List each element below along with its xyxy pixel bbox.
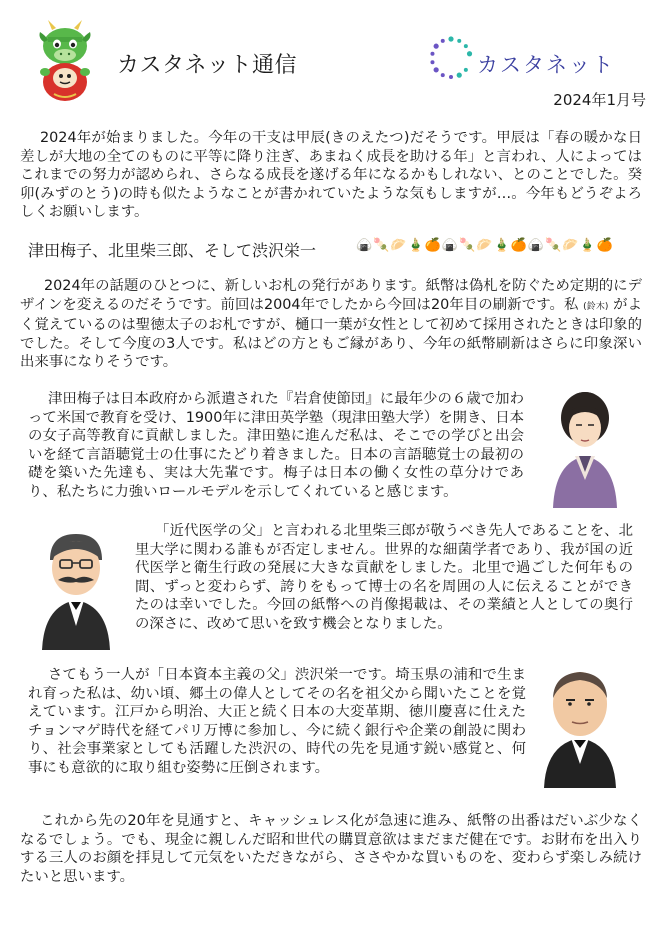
logo-dot [434,44,439,49]
logo-dot [457,39,461,43]
intro-paragraph: 2024年が始まりました。今年の干支は甲辰(きのえたつ)だそうです。甲辰は「春の暖かな日差しが大地の全てのものに平等に降り注ぎ、あまねく成長を助ける年」と言われ、人によってはこれまでの努力が認められ、さらなる成長を遂げる年になるかもしれない、とのことでした。癸卯(みずのとう)の時も似たようなことが書かれていたような気もしますが…。今年もどうぞよろしくお願いします。 [20,130,642,221]
logo-dot [457,73,462,78]
dragon-daruma-icon [34,20,96,102]
closing-paragraph: これから先の20年を見通すと、キャッシュレス化が急速に進み、紙幣の出番はだいぶ少なくなるでしょう。でも、現金に親しんだ昭和世代の購買意欲はまだまだ健在です。お財布を出入りする三人のお顔を拝見して元気をいただきながら、ささやかな買いものを、変わらず楽しみ続けたいと思います。 [20,813,642,885]
logo-dot [448,36,453,41]
logo-dot [441,73,445,77]
issue-date: 2024年1月号 [553,91,646,109]
newsletter-title: カスタネット通信 [117,53,298,78]
logo-dot [430,60,434,64]
tsuda-umeko-portrait-icon [549,388,621,508]
section-heading: 津田梅子、北里柴三郎、そして渋沢栄一 [28,241,317,260]
banknote-text-b: がよく覚えているのは聖徳太子のお札ですが、樋口一葉が女性として初めて採用されたときは印象的でした。そして今度の3人です。私はどの方ともご縁があり、今年の紙幣刷新はさらに印象深い出来事になりそうです。 [20,296,642,371]
logo-dot [467,51,472,56]
brand-name: カスタネット [477,53,615,77]
logo-dot [464,68,468,72]
kitasato-shibasaburo-portrait-icon [36,530,116,650]
kitasato-paragraph: 「近代医学の父」と言われる北里柴三郎が敬うべき先人であることを、北里大学に関わる誰もが否定しません。世界的な細菌学者であり、我が国の近代医学と衛生行政の発展に大きな貢献をしました。北里で過ごした何年もの間、ずっと変わらず、誇りをもって博士の名を周囲の人に伝えることができたのは幸いでした。今回の紙幣への肖像掲載は、その業績と人としての奥行の深さに、改めて思いを致す機会となりました。 [135,523,633,632]
dotted-ring-logo-icon [427,34,475,82]
logo-dot [464,44,468,48]
logo-dot [441,39,445,43]
tsuda-paragraph: 津田梅子は日本政府から派遣された『岩倉使節団』に最年少の６歳で加わって米国で教育を受け、1900年に津田英学塾（現津田塾大学）を開き、日本の女子高等教育に貢献しました。津田塾に進んだ私は、そこでの学びと出会いを経て言語聴覚士の仕事にたどり着きました。日本の言語聴覚士の最初の礎を築いた先達も、実は大先輩です。梅子は日本の働く女性の草分けであり、私たちに力強いロールモデルを示してくれていると感じます。 [28,391,524,500]
banknote-text-a: 2024年の話題のひとつに、新しいお札の発行があります。紙幣は偽札を防ぐため定期的にデザインを変えるのだそうです。前回は2004年でしたから今回は20年目の刷新です。私 [20,278,642,313]
author-note: (鈴木) [583,301,609,312]
banknote-paragraph [20,277,642,372]
logo-dot [430,52,434,56]
logo-dot [449,75,453,79]
new-year-food-decoration: 🍙🍡🥟🎍🍊🍙🍡🥟🎍🍊🍙🍡🥟🎍🍊 [356,238,614,253]
shibusawa-paragraph: さてもう一人が「日本資本主義の父」渋沢栄一です。埼玉県の浦和で生まれ育った私は、幼い頃、郷土の偉人としてその名を祖父から聞いたことを覚えています。江戸から明治、大正と続く日本の大変革期、徳川慶喜に仕えたチョンマゲ時代を経てパリ万博に参加し、今に続く銀行や企業の創設に関わり、社会事業家としても活躍した渋沢の、時代の先を見通す鋭い感覚と、何事にも意欲的に取り組む姿勢に圧倒されます。 [28,667,526,776]
logo-dot [434,67,439,72]
shibusawa-eiichi-portrait-icon [538,664,622,788]
